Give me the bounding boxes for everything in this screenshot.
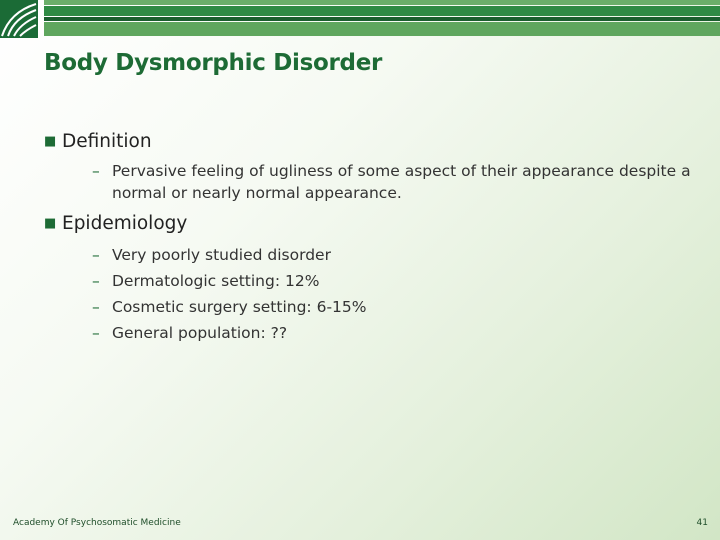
sub-bullet-text: Pervasive feeling of ugliness of some aspect of their appearance despite a normal or nearly normal appearance. bbox=[112, 162, 691, 202]
square-bullet-icon: ■ bbox=[44, 216, 57, 231]
sub-bullet bbox=[92, 268, 694, 294]
sub-bullet bbox=[92, 294, 694, 320]
header-bar bbox=[44, 17, 720, 21]
sub-bullet-text: Very poorly studied disorder bbox=[112, 246, 331, 264]
dash-bullet-icon: – bbox=[92, 272, 100, 290]
dash-bullet-icon: – bbox=[92, 162, 100, 180]
slide-content bbox=[44, 130, 694, 346]
slide-title: Body Dysmorphic Disorder bbox=[44, 50, 383, 76]
dash-bullet-icon: – bbox=[92, 298, 100, 316]
header-bar bbox=[44, 0, 720, 5]
sub-bullet-text: General population: ?? bbox=[112, 324, 288, 342]
sub-bullet-text: Cosmetic surgery setting: 6-15% bbox=[112, 298, 367, 316]
dash-bullet-icon: – bbox=[92, 324, 100, 342]
bullet-definition bbox=[44, 130, 694, 154]
logo-icon bbox=[0, 0, 38, 38]
bullet-epidemiology bbox=[44, 212, 694, 236]
sub-bullet bbox=[92, 320, 694, 346]
bullet-heading: Epidemiology bbox=[62, 213, 188, 234]
bullet-heading: Definition bbox=[62, 131, 152, 152]
sub-bullet bbox=[92, 242, 694, 268]
square-bullet-icon: ■ bbox=[44, 134, 57, 149]
page-number: 41 bbox=[696, 518, 708, 528]
sub-bullet bbox=[92, 160, 694, 204]
header-bar bbox=[44, 22, 720, 36]
footer-text: Academy Of Psychosomatic Medicine bbox=[13, 518, 181, 528]
dash-bullet-icon: – bbox=[92, 246, 100, 264]
sub-bullet-text: Dermatologic setting: 12% bbox=[112, 272, 320, 290]
header-bar bbox=[44, 6, 720, 16]
